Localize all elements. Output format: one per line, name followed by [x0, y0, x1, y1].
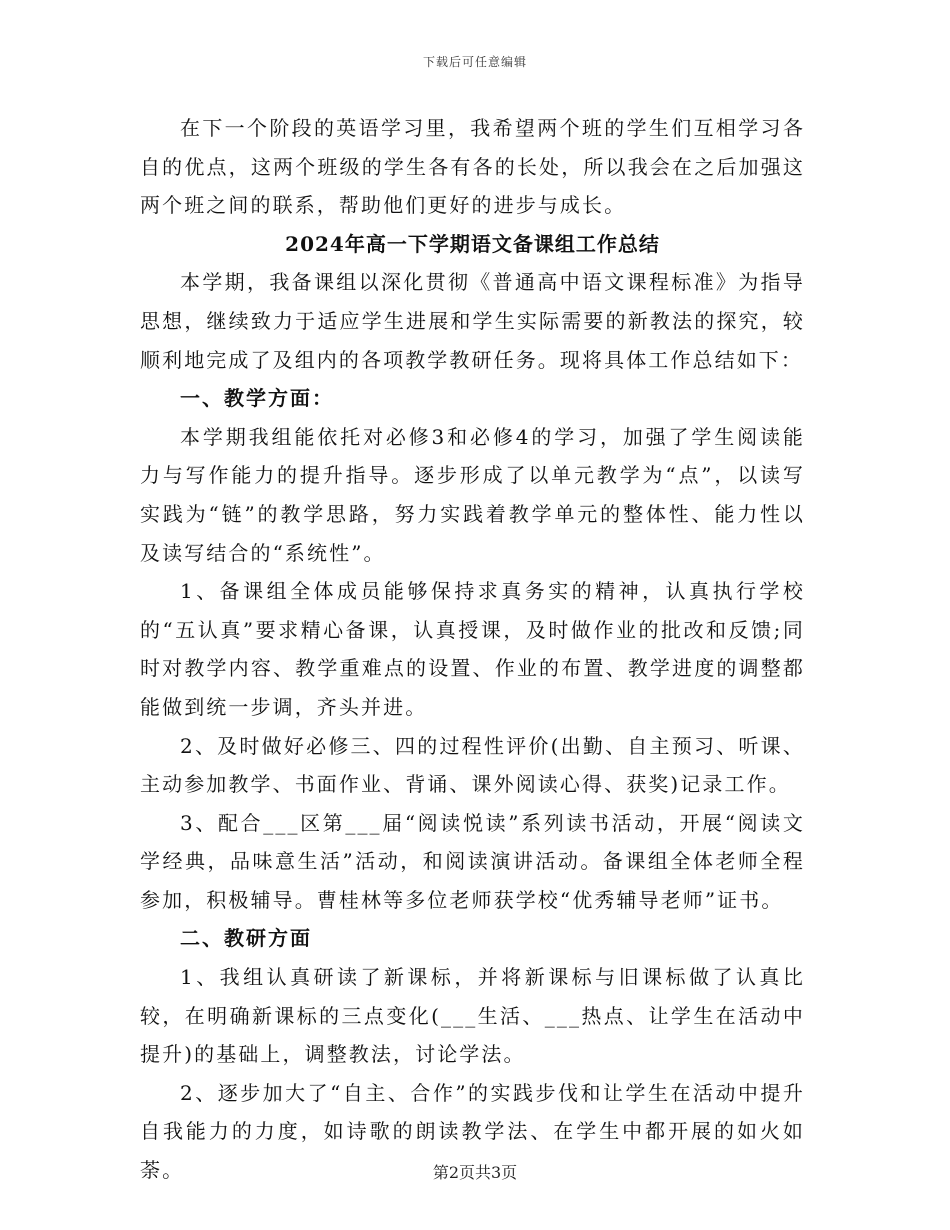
section-heading-research: 二、教研方面	[180, 926, 312, 951]
teaching-intro-paragraph: 本学期我组能依托对必修3和必修4的学习，加强了学生阅读能力与写作能力的提升指导。逐步形成了以单元教学为“点”，以读写实践为“链”的教学思路，努力实践着教学单元的整体性、能力性以及读写结合的“系统性”。	[140, 424, 805, 565]
document-body	[140, 109, 805, 1190]
teaching-item-1: 1、备课组全体成员能够保持求真务实的精神，认真执行学校的“五认真”要求精心备课，认真授课，及时做作业的批改和反馈;同时对教学内容、教学重难点的设置、作业的布置、教学进度的调整都能做到统一步调，齐头并进。	[140, 579, 805, 719]
teaching-item-2: 2、及时做好必修三、四的过程性评价(出勤、自主预习、听课、主动参加教学、书面作业、背诵、课外阅读心得、获奖)记录工作。	[140, 733, 805, 797]
opening-paragraph: 本学期，我备课组以深化贯彻《普通高中语文课程标准》为指导思想，继续致力于适应学生进展和学生实际需要的新教法的探究，较顺利地完成了及组内的各项教学教研任务。现将具体工作总结如下：	[140, 270, 805, 372]
section-heading-teaching: 一、教学方面：	[180, 386, 334, 411]
research-item-1: 1、我组认真研读了新课标，并将新课标与旧课标做了认真比较，在明确新课标的三点变化(___生活、___热点、让学生在活动中提升)的基础上，调整教法，讨论学法。	[140, 965, 805, 1067]
research-item-2: 2、逐步加大了“自主、合作”的实践步伐和让学生在活动中提升自我能力的力度，如诗歌的朗读教学法、在学生中都开展的如火如荼。	[140, 1080, 805, 1183]
document-title: 2024年高一下学期语文备课组工作总结	[285, 231, 660, 256]
teaching-item-3: 3、配合___区第___届“阅读悦读”系列读书活动，开展“阅读文学经典，品味意生活”活动，和阅读演讲活动。备课组全体老师全程参加，积极辅导。曹桂林等多位老师获学校“优秀辅导老师”证书。	[140, 810, 805, 912]
page-header: 下载后可任意编辑	[422, 55, 527, 69]
intro-paragraph: 在下一个阶段的英语学习里，我希望两个班的学生们互相学习各自的优点，这两个班级的学生各有各的长处，所以我会在之后加强这两个班之间的联系，帮助他们更好的进步与成长。	[140, 116, 805, 218]
page-number-footer: 第2页共3页	[432, 1163, 518, 1182]
